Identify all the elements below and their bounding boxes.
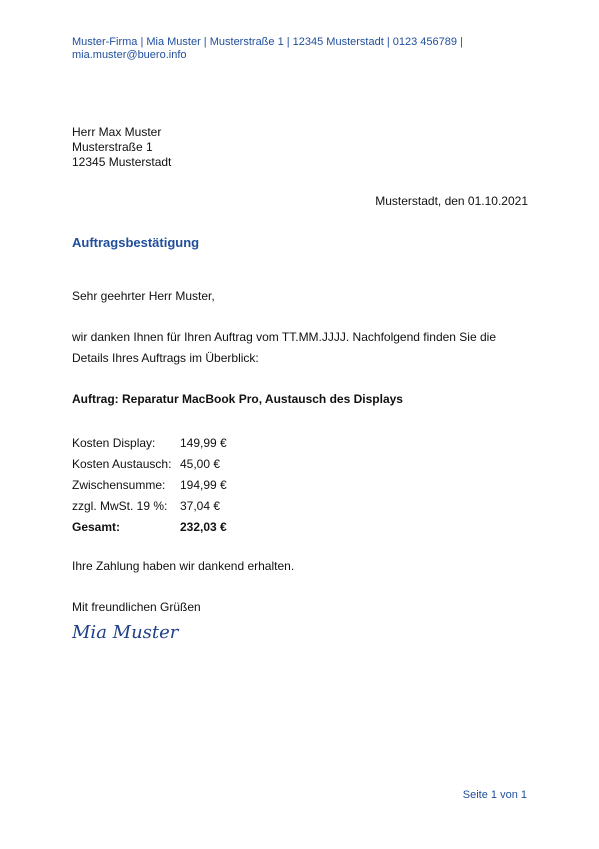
cost-label: Kosten Display: [72, 435, 156, 450]
cost-total-value: 232,03 € [180, 519, 227, 534]
signature: Mia Muster [72, 622, 179, 643]
recipient-name: Herr Max Muster [72, 125, 162, 139]
subject-heading: Auftragsbestätigung [72, 235, 200, 250]
page-number: Seite 1 von 1 [462, 789, 527, 801]
cost-value: 37,04 € [180, 498, 221, 513]
letter-date: Musterstadt, den 01.10.2021 [375, 194, 528, 208]
intro-line-2: Details Ihres Auftrags im Überblick: [72, 351, 259, 365]
closing-phrase: Mit freundlichen Grüßen [72, 600, 201, 614]
cost-total-label: Gesamt: [72, 519, 121, 534]
intro-paragraph [72, 327, 496, 369]
intro-line-1: wir danken Ihnen für Ihren Auftrag vom TT.MM.JJJJ. Nachfolgend finden Sie die [72, 330, 496, 344]
cost-label: Zwischensumme: [72, 477, 166, 492]
cost-row [72, 453, 227, 474]
cost-row [72, 432, 227, 453]
cost-label: zzgl. MwSt. 19 %: [72, 498, 168, 513]
cost-value: 149,99 € [180, 435, 227, 450]
cost-row [72, 495, 227, 516]
cost-row [72, 474, 227, 495]
cost-value: 194,99 € [180, 477, 227, 492]
salutation: Sehr geehrter Herr Muster, [72, 289, 215, 303]
letterhead-line-1: Muster-Firma | Mia Muster | Musterstraße 1 | 12345 Musterstadt | 0123 456789 | [72, 36, 463, 48]
cost-value: 45,00 € [180, 456, 221, 471]
payment-note: Ihre Zahlung haben wir dankend erhalten. [72, 559, 295, 573]
cost-total-row [72, 516, 227, 537]
recipient-city: 12345 Musterstadt [72, 155, 172, 169]
recipient-address [72, 125, 171, 170]
letterhead-line-2: mia.muster@buero.info [72, 49, 187, 61]
cost-label: Kosten Austausch: [72, 456, 172, 471]
cost-table [72, 432, 227, 537]
recipient-street: Musterstraße 1 [72, 140, 153, 154]
order-title: Auftrag: Reparatur MacBook Pro, Austausch des Displays [72, 392, 403, 406]
